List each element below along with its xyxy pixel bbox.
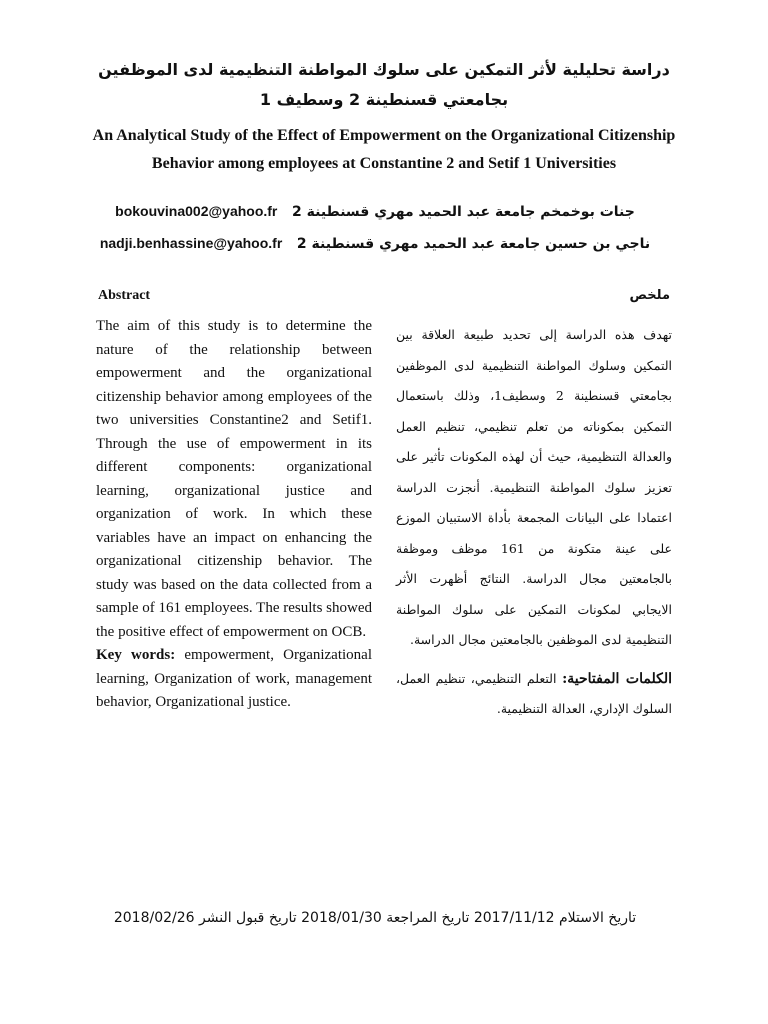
author-1-arabic: جنات بوخمخم جامعة عبد الحميد مهري قسنطينة 2 (292, 204, 635, 220)
english-keywords-label: Key words: (96, 647, 176, 663)
author-2 (60, 232, 690, 255)
author-2-email: nadji.benhassine@yahoo.fr (99, 235, 283, 251)
arabic-title-line1: دراسة تحليلية لأثر التمكين على سلوك المواطنة التنظيمية لدى الموظفين (98, 60, 670, 79)
abstract-heading: Abstract (98, 288, 151, 303)
author-1 (60, 200, 690, 223)
author-2-arabic: ناجي بن حسين جامعة عبد الحميد مهري قسنطينة 2 (296, 236, 651, 252)
arabic-abstract (396, 320, 672, 725)
english-abstract-body: The aim of this study is to determine the nature of the relationship between empowerment and the organizational citizenship behavior among employees of the two universities Constantine2 and Setif1. Through the use of empowerment in its different components: organizational learning, organizational justice and organization of work. In which these variables have an impact on enhancing the organizational citizenship behavior. The study was based on the data collected from a sample of 161 employees. The results showed the positive effect of empowerment on OCB. (96, 318, 372, 640)
english-abstract (96, 315, 372, 715)
english-keywords (96, 644, 372, 715)
submission-dates: تاريخ الاستلام 2017/11/12 تاريخ المراجعة 2018/01/30 تاريخ قبول النشر 2018/02/26 (113, 910, 637, 926)
arabic-keywords (396, 664, 672, 725)
arabic-keywords-label: الكلمات المفتاحية: (562, 670, 672, 687)
arabic-keywords-list: التعلم التنظيمي، تنظيم العمل، السلوك الإداري، العدالة التنظيمية. (396, 670, 672, 716)
english-keywords-list: empowerment, Organizational learning, Organization of work, management behavior, Organizational justice. (96, 647, 372, 710)
arabic-title-line2: بجامعتي قسنطينة 2 وسطيف 1 (259, 90, 509, 109)
author-1-email: bokouvina002@yahoo.fr (115, 203, 278, 219)
english-title: An Analytical Study of the Effect of Empowerment on the Organizational Citizenship Behavior among employees at Constantine 2 and Setif 1 Universities (92, 127, 676, 172)
arabic-abstract-body: تهدف هذه الدراسة إلى تحديد طبيعة العلاقة بين التمكين وسلوك المواطنة التنظيمية لدى الموظفين بجامعتي قسنطينة 2 وسطيف1، وذلك باستعمال التمكين بمكوناته من تعلم تنظيمي، تنظيم العمل والعدالة التنظيمية، حيث أن لهذه المكونات تأثير على تعزيز سلوك المواطنة التنظيمية. أنجزت الدراسة اعتمادا على البيانات المجمعة بأداة الاستبيان الموزع على عينة متكونة من 161 موظف وموظفة بالجامعتين مجال الدراسة. النتائج أظهرت الأثر الايجابي لمكونات التمكين على سلوك المواطنة التنظيمية لدى الموظفين بالجامعتين مجال الدراسة. (396, 327, 672, 647)
arabic-abstract-heading: ملخص (629, 288, 670, 303)
